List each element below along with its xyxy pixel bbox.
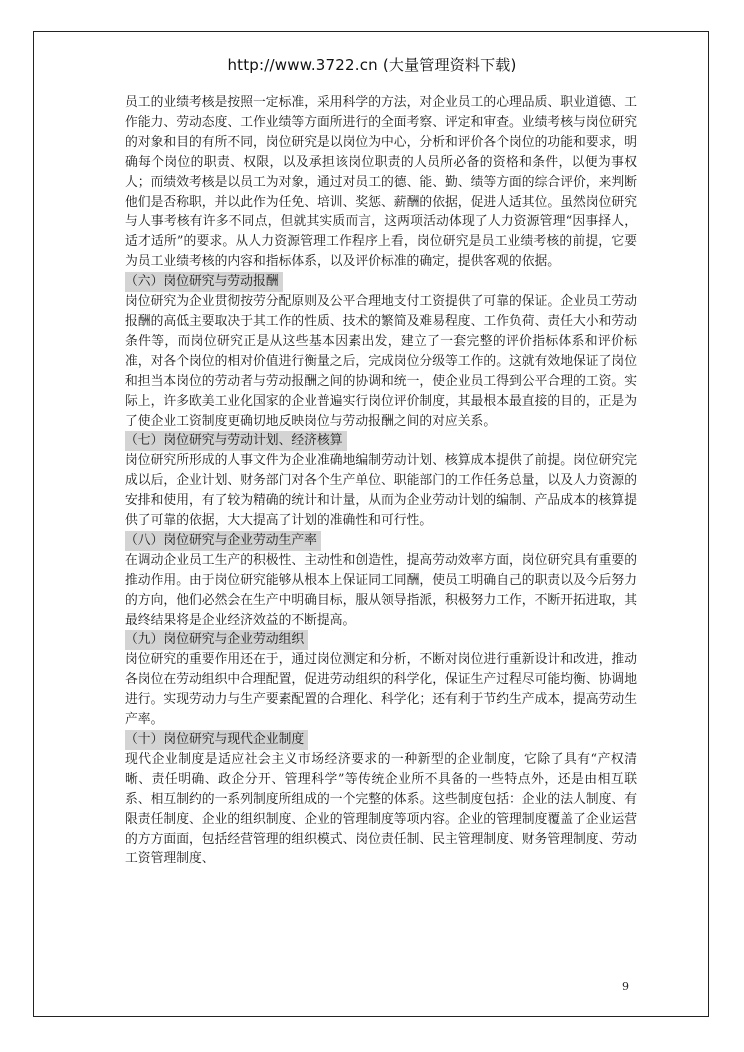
body-paragraph: 岗位研究所形成的人事文件为企业准确地编制劳动计划、核算成本提供了前提。岗位研究完成以后，企业计划、财务部门对各个生产单位、职能部门的工作任务总量，以及人力资源的安排和使用，有了较为精确的统计和计量，从而为企业劳动计划的编制、产品成本的核算提供了可靠的依据，大大提高了计划的准确性和可行性。	[125, 453, 637, 529]
section-heading-text: （七）岗位研究与劳动计划、经济核算	[125, 431, 347, 451]
body-paragraph: 岗位研究的重要作用还在于，通过岗位测定和分析，不断对岗位进行重新设计和改进，推动各岗位在劳动组织中合理配置，促进劳动组织的科学化，保证生产过程尽可能均衡、协调地进行。实现劳动力与生产要素配置的合理化、科学化；还有利于节约生产成本，提高劳动生产率。	[125, 652, 637, 728]
section-heading-9	[125, 630, 637, 650]
body-paragraph: 岗位研究为企业贯彻按劳分配原则及公平合理地支付工资提供了可靠的保证。企业员工劳动报酬的高低主要取决于其工作的性质、技术的繁简及难易程度、工作负荷、责任大小和劳动条件等，而岗位研究正是从这些基本因素出发，建立了一套完整的评价指标体系和评价标准，对各个岗位的相对价值进行衡量之后，完成岗位分级等工作的。这就有效地保证了岗位和担当本岗位的劳动者与劳动报酬之间的协调和统一，使企业员工得到公平合理的工资。实际上，许多欧美工业化国家的企业普遍实行岗位评价制度，其最根本最直接的目的，正是为了使企业工资制度更确切地反映岗位与劳动报酬之间的对应关系。	[125, 294, 637, 429]
page-number: 9	[622, 980, 629, 993]
section-heading-text: （八）岗位研究与企业劳动生产率	[125, 531, 321, 551]
document-body	[125, 93, 637, 869]
section-heading-8	[125, 531, 637, 551]
section-heading-text: （九）岗位研究与企业劳动组织	[125, 630, 308, 650]
section-heading-text: （十）岗位研究与现代企业制度	[125, 730, 308, 750]
body-paragraph: 在调动企业员工生产的积极性、主动性和创造性，提高劳动效率方面，岗位研究具有重要的推动作用。由于岗位研究能够从根本上保证同工同酬，使员工明确自己的职责以及今后努力的方向，他们必然会在生产中明确目标，服从领导指派，积极努力工作，不断开拓进取，其最终结果将是企业经济效益的不断提高。	[125, 552, 637, 628]
section-heading-6	[125, 272, 637, 292]
page-header-url[interactable]: http://www.3722.cn (大量管理资料下载)	[227, 56, 517, 74]
body-paragraph: 员工的业绩考核是按照一定标准，采用科学的方法，对企业员工的心理品质、职业道德、工作能力、劳动态度、工作业绩等方面所进行的全面考察、评定和审查。业绩考核与岗位研究的对象和目的有所不同，岗位研究是以岗位为中心，分析和评价各个岗位的功能和要求，明确每个岗位的职责、权限，以及承担该岗位职责的人员所必备的资格和条件，以便为事权人；而绩效考核是以员工为对象，通过对员工的德、能、勤、绩等方面的综合评价，来判断他们是否称职，并以此作为任免、培训、奖惩、薪酬的依据，促进人适其位。虽然岗位研究与人事考核有许多不同点，但就其实质而言，这两项活动体现了人力资源管理“因事择人，适才适所”的要求。从人力资源管理工作程序上看，岗位研究是员工业绩考核的前提，它要为员工业绩考核的内容和指标体系，以及评价标准的确定，提供客观的依据。	[125, 95, 637, 270]
section-heading-text: （六）岗位研究与劳动报酬	[125, 272, 283, 292]
body-paragraph: 现代企业制度是适应社会主义市场经济要求的一种新型的企业制度，它除了具有“产权清晰、责任明确、政企分开、管理科学”等传统企业所不具备的一些特点外，还是由相互联系、相互制约的一系列制度所组成的一个完整的体系。这些制度包括：企业的法人制度、有限责任制度、企业的组织制度、企业的管理制度等项内容。企业的管理制度覆盖了企业运营的方方面面，包括经营管理的组织模式、岗位责任制、民主管理制度、财务管理制度、劳动工资管理制度、	[125, 751, 637, 867]
section-heading-7	[125, 431, 637, 451]
section-heading-10	[125, 730, 637, 750]
